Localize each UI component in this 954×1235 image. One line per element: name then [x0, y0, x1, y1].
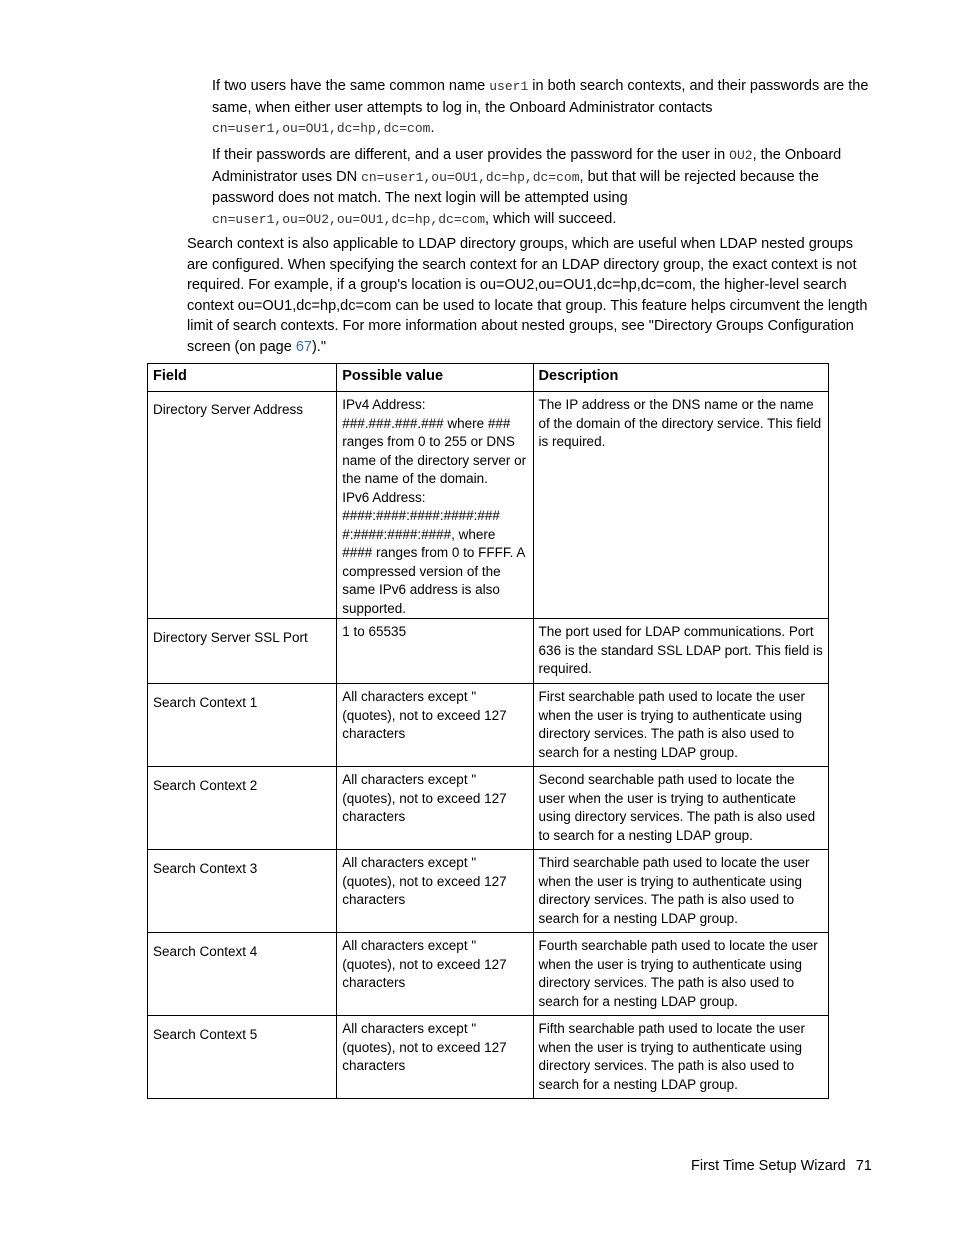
text: If their passwords are different, and a user provides the password for the user in [212, 147, 730, 163]
text: in both search contexts, and their passwords are the same, when either user attempts to log in, the Onboard Administrator contacts [212, 78, 869, 116]
value-line: IPv4 Address: [342, 397, 426, 412]
code-dn-ou1: cn=user1,ou=OU1,dc=hp,dc=com [361, 169, 580, 185]
cell-description: Second searchable path used to locate the user when the user is trying to authenticate using directory services. The path is also used to search for a nesting LDAP group. [533, 767, 828, 850]
cell-description: First searchable path used to locate the user when the user is trying to authenticate using directory services. The path is also used to search for a nesting LDAP group. [533, 684, 828, 767]
text: , which will succeed. [485, 210, 617, 227]
paragraph-same-common-name [212, 76, 872, 140]
cell-field: Search Context 1 [148, 684, 337, 767]
value-line: IPv6 Address: [342, 489, 426, 505]
text: , but that will be rejected because the password does not match. The next login will be attempted using [212, 168, 819, 206]
table-row [148, 684, 829, 767]
table-row [148, 850, 829, 933]
cell-field: Search Context 2 [148, 767, 337, 850]
text: , the Onboard Administrator uses DN [212, 147, 842, 185]
cell-possible-value: All characters except " (quotes), not to exceed 127 characters [337, 767, 533, 850]
code-user1: user1 [489, 79, 529, 94]
table-row [148, 1016, 829, 1099]
text: If two users have the same common name [212, 78, 490, 94]
ldap-settings-table [147, 363, 829, 1099]
cell-possible-value: 1 to 65535 [337, 619, 533, 684]
header-possible-value: Possible value [337, 364, 533, 392]
cell-description: Fourth searchable path used to locate the user when the user is trying to authenticate using directory services. The path is also used to search for a nesting LDAP group. [533, 933, 828, 1016]
header-field: Field [148, 364, 337, 392]
cell-field: Search Context 5 [148, 1016, 337, 1099]
code-dn-ou2-ou1: cn=user1,ou=OU2,ou=OU1,dc=hp,dc=com [212, 211, 486, 227]
cell-field: Search Context 3 [148, 850, 337, 933]
cell-description: The IP address or the DNS name or the name of the domain of the directory service. This field is required. [533, 392, 828, 619]
header-description: Description [533, 364, 828, 392]
cell-field: Directory Server SSL Port [148, 619, 337, 684]
table-header-row [148, 364, 829, 392]
cell-description: Fifth searchable path used to locate the user when the user is trying to authenticate using directory services. The path is also used to search for a nesting LDAP group. [533, 1016, 828, 1099]
page-number: 71 [855, 1158, 872, 1174]
table-row [148, 619, 829, 684]
paragraph-search-context-groups [187, 234, 873, 357]
code-ou2: OU2 [729, 148, 753, 163]
page-link[interactable]: 67 [295, 338, 312, 355]
cell-possible-value: All characters except " (quotes), not to exceed 127 characters [337, 684, 533, 767]
cell-field: Directory Server Address [148, 392, 337, 619]
table-row [148, 392, 829, 619]
value-line: ###.###.###.### where ### ranges from 0 to 255 or DNS name of the directory server or the name of the domain. [342, 415, 527, 486]
cell-description: The port used for LDAP communications. Port 636 is the standard SSL LDAP port. This field is required. [533, 619, 828, 684]
text: Search context is also applicable to LDAP directory groups, which are useful when LDAP nested groups are configured. When specifying the search context for an LDAP directory group, the exact context is not required. For example, if a group's location is ou=OU2,ou=OU1,dc=hp,dc=com, the higher-level search context ou=OU1,dc=hp,dc=com can be used to locate that group. This feature helps circumvent the length limit of search contexts. For more information about nested groups, see "Directory Groups Configuration screen (on page [187, 236, 868, 355]
cell-possible-value: All characters except " (quotes), not to exceed 127 characters [337, 933, 533, 1016]
text: . [430, 120, 435, 136]
cell-field: Search Context 4 [148, 933, 337, 1016]
page-footer [691, 1158, 872, 1174]
paragraph-different-passwords [212, 145, 872, 230]
text: )." [311, 338, 326, 355]
table-row [148, 767, 829, 850]
cell-description: Third searchable path used to locate the user when the user is trying to authenticate using directory services. The path is also used to search for a nesting LDAP group. [533, 850, 828, 933]
code-dn-ou1: cn=user1,ou=OU1,dc=hp,dc=com [212, 121, 431, 136]
cell-possible-value [337, 392, 533, 619]
table-row [148, 933, 829, 1016]
cell-possible-value: All characters except " (quotes), not to exceed 127 characters [337, 850, 533, 933]
cell-possible-value: All characters except " (quotes), not to exceed 127 characters [337, 1016, 533, 1099]
value-line: ####:####:####:####:### #:####:####:####, where #### ranges from 0 to FFFF. A compressed version of the same IPv6 address is also supported. [342, 508, 525, 616]
footer-section-title: First Time Setup Wizard [691, 1158, 846, 1174]
